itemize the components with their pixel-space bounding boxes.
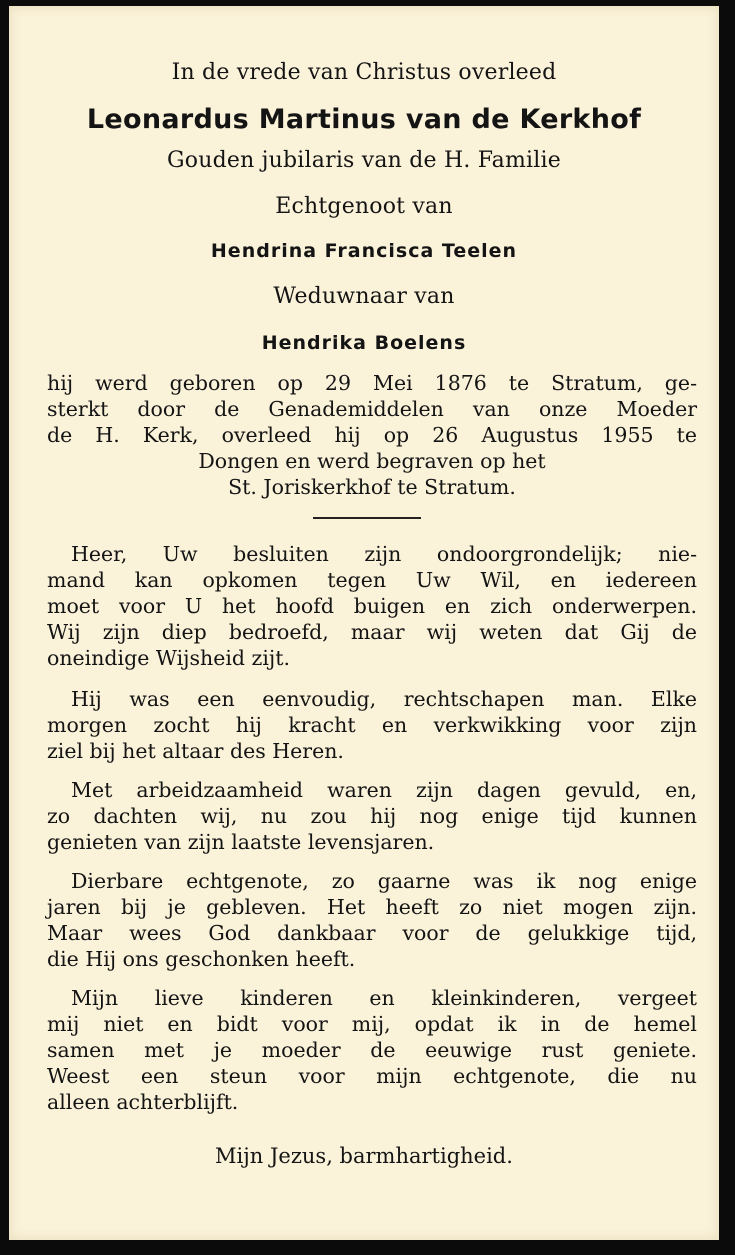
- biography-line: St. Joriskerkhof te Stratum.: [228, 475, 516, 499]
- memorial-card: [9, 6, 719, 1240]
- paragraph-line: Mijn lieve kinderen en kleinkinderen, vergeet: [71, 986, 697, 1010]
- paragraph-line: jaren bij je gebleven. Het heeft zo niet mogen zijn.: [47, 895, 697, 919]
- late-spouse-name: Hendrika Boelens: [261, 332, 467, 354]
- deceased-name: Leonardus Martinus van de Kerkhof: [86, 104, 642, 135]
- paragraph-line: mij niet en bidt voor mij, opdat ik in de hemel: [47, 1012, 697, 1036]
- biography-line: hij werd geboren op 29 Mei 1876 te Stratum, ge-: [47, 371, 697, 395]
- paragraph-line: oneindige Wijsheid zijt.: [47, 646, 291, 670]
- paragraph-line: zo dachten wij, nu zou hij nog enige tijd kunnen: [47, 804, 697, 828]
- paragraph-line: moet voor U het hoofd buigen en zich onderwerpen.: [47, 594, 697, 618]
- paragraph-line: Maar wees God dankbaar voor de gelukkige tijd,: [47, 921, 697, 945]
- biography-block: [47, 370, 697, 500]
- paragraph-line: morgen zocht hij kracht en verkwikking voor zijn: [47, 713, 697, 737]
- paragraph-line: Wij zijn diep bedroefd, maar wij weten dat Gij de: [47, 620, 697, 644]
- divider: [313, 517, 421, 519]
- paragraph-line: samen met je moeder de eeuwige rust geniete.: [47, 1038, 697, 1062]
- paragraph-line: ziel bij het altaar des Heren.: [47, 739, 344, 763]
- paragraph-line: Hij was een eenvoudig, rechtschapen man. Elke: [71, 687, 697, 711]
- biography-line: Dongen en werd begraven op het: [198, 449, 546, 473]
- spouse-label: Echtgenoot van: [275, 194, 453, 219]
- jubilee-title: Gouden jubilaris van de H. Familie: [166, 148, 561, 173]
- character-paragraph: [47, 686, 697, 764]
- intro-line: In de vrede van Christus overleed: [171, 60, 557, 85]
- paragraph-line: Met arbeidzaamheid waren zijn dagen gevuld, en,: [71, 778, 697, 802]
- biography-line: de H. Kerk, overleed hij op 26 Augustus 1955 te: [47, 423, 697, 447]
- paragraph-line: alleen achterblijft.: [47, 1090, 239, 1114]
- paragraph-line: mand kan opkomen tegen Uw Wil, en iedereen: [47, 568, 697, 592]
- paragraph-line: die Hij ons geschonken heeft.: [47, 947, 356, 971]
- paragraph-line: Weest een steun voor mijn echtgenote, die nu: [47, 1064, 697, 1088]
- biography-line: sterkt door de Genademiddelen van onze Moeder: [47, 397, 697, 421]
- closing-prayer: Mijn Jezus, barmhartigheid.: [215, 1144, 513, 1168]
- prayer-paragraph: [47, 541, 697, 671]
- widower-label: Weduwnaar van: [273, 284, 455, 309]
- spouse-name: Hendrina Francisca Teelen: [210, 240, 518, 262]
- work-paragraph: [47, 777, 697, 855]
- paragraph-line: genieten van zijn laatste levensjaren.: [47, 830, 435, 854]
- children-paragraph: [47, 985, 697, 1115]
- spouse-paragraph: [47, 868, 697, 972]
- paragraph-line: Dierbare echtgenote, zo gaarne was ik nog enige: [71, 869, 697, 893]
- paragraph-line: Heer, Uw besluiten zijn ondoorgrondelijk; nie-: [71, 542, 697, 566]
